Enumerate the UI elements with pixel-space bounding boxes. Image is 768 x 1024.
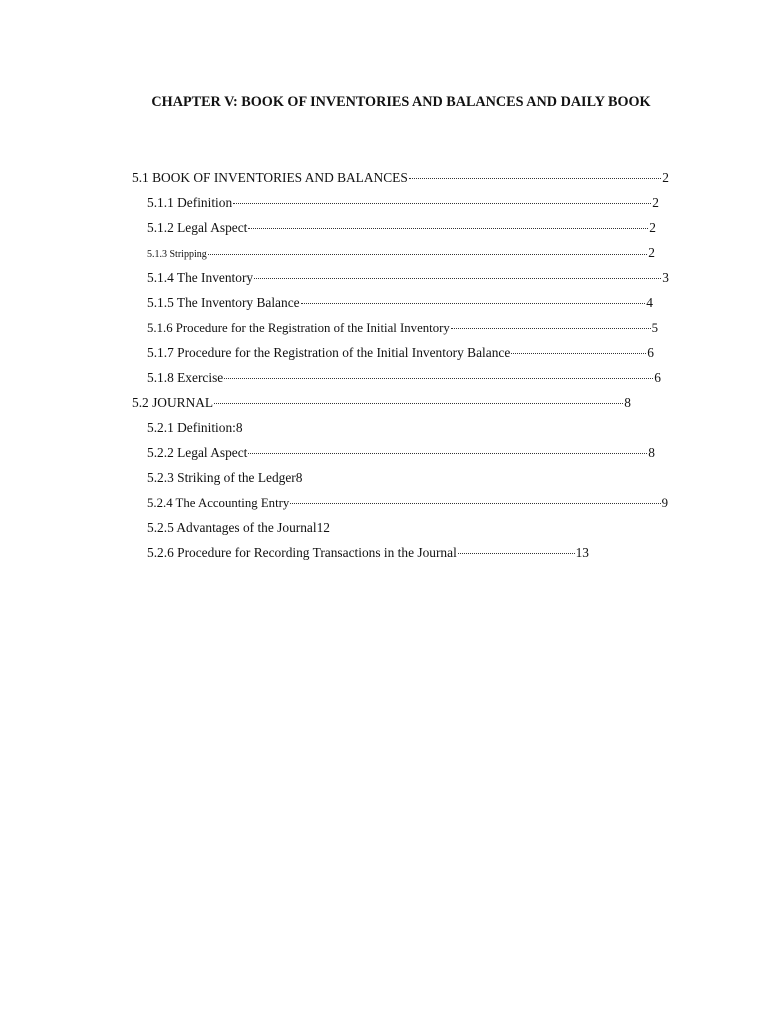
toc-entry-title: 5.2.1 Definition: [147,420,236,435]
toc-entry-page: 8 [624,395,631,410]
toc-entry-page: 6 [654,370,661,385]
dot-leader [248,452,647,454]
dot-leader [451,327,651,329]
dot-leader [208,253,648,255]
toc-entry-page: 8 [648,445,655,460]
toc-entry-5-1-1[interactable] [0,193,659,218]
toc-entry-page: 2 [648,245,655,260]
toc-entry-title: 5.2.2 Legal Aspect [147,445,248,460]
toc-entry-page: 6 [647,345,654,360]
toc-entry-page: 8 [235,420,243,435]
toc-entry-title: 5.1.1 Definition [147,195,233,210]
toc-entry-page: 9 [661,496,668,510]
toc-entry-title: 5.1.2 Legal Aspect [147,220,248,235]
toc-entry-5-2-4[interactable] [0,493,668,518]
toc-entry-title: 5.1.6 Procedure for the Registration of the Initial Inventory [147,321,450,335]
toc-entry-5-2-6[interactable] [0,543,589,568]
toc-entry-5-2-3[interactable] [0,468,768,493]
toc-entry-title: 5.2 JOURNAL [132,395,214,410]
toc-entry-title: 5.1 BOOK OF INVENTORIES AND BALANCES [132,170,408,185]
chapter-title: CHAPTER V: BOOK OF INVENTORIES AND BALANCES AND DAILY BOOK [151,94,651,110]
toc-entry-title: 5.2.5 Advantages of the Journal [147,520,317,535]
dot-leader [290,502,660,504]
toc-entry-page: 2 [662,170,669,185]
dot-leader [458,552,575,554]
toc-entry-title: 5.1.3 Stripping [147,249,207,260]
toc-entry-5-1-8[interactable] [0,368,661,393]
toc-entry-title: 5.1.4 The Inventory [147,270,254,285]
toc-entry-page: 13 [575,545,589,560]
toc-entry-title: 5.2.3 Striking of the Ledger [147,470,296,485]
toc-entry-page: 12 [316,520,330,535]
toc-entry-page: 4 [646,295,653,310]
toc-entry-5-1[interactable] [0,168,669,193]
toc-entry-5-2-1[interactable] [0,418,768,443]
toc-entry-5-1-6[interactable] [0,318,658,343]
toc-entry-page: 8 [295,470,303,485]
dot-leader [409,177,662,179]
toc-entry-5-1-3[interactable] [0,243,655,268]
dot-leader [248,227,648,229]
toc-entry-5-2-5[interactable] [0,518,768,543]
toc-entry-5-2-2[interactable] [0,443,655,468]
toc-entry-title: 5.2.6 Procedure for Recording Transactions in the Journal [147,545,457,560]
dot-leader [254,277,661,279]
toc-entry-5-1-4[interactable] [0,268,669,293]
toc-entry-5-2[interactable] [0,393,631,418]
dot-leader [511,352,646,354]
toc-entry-5-1-7[interactable] [0,343,654,368]
toc-entry-page: 3 [662,270,669,285]
dot-leader [233,202,651,204]
toc-entry-page: 2 [652,195,659,210]
dot-leader [301,302,646,304]
table-of-contents [0,168,768,568]
toc-entry-page: 2 [649,220,656,235]
toc-entry-5-1-5[interactable] [0,293,653,318]
toc-entry-page: 5 [651,321,658,335]
dot-leader [224,377,653,379]
dot-leader [214,402,623,404]
toc-entry-title: 5.1.8 Exercise [147,370,224,385]
toc-entry-title: 5.2.4 The Accounting Entry [147,496,290,510]
toc-entry-title: 5.1.7 Procedure for the Registration of the Initial Inventory Balance [147,345,511,360]
toc-entry-5-1-2[interactable] [0,218,656,243]
toc-entry-title: 5.1.5 The Inventory Balance [147,295,300,310]
